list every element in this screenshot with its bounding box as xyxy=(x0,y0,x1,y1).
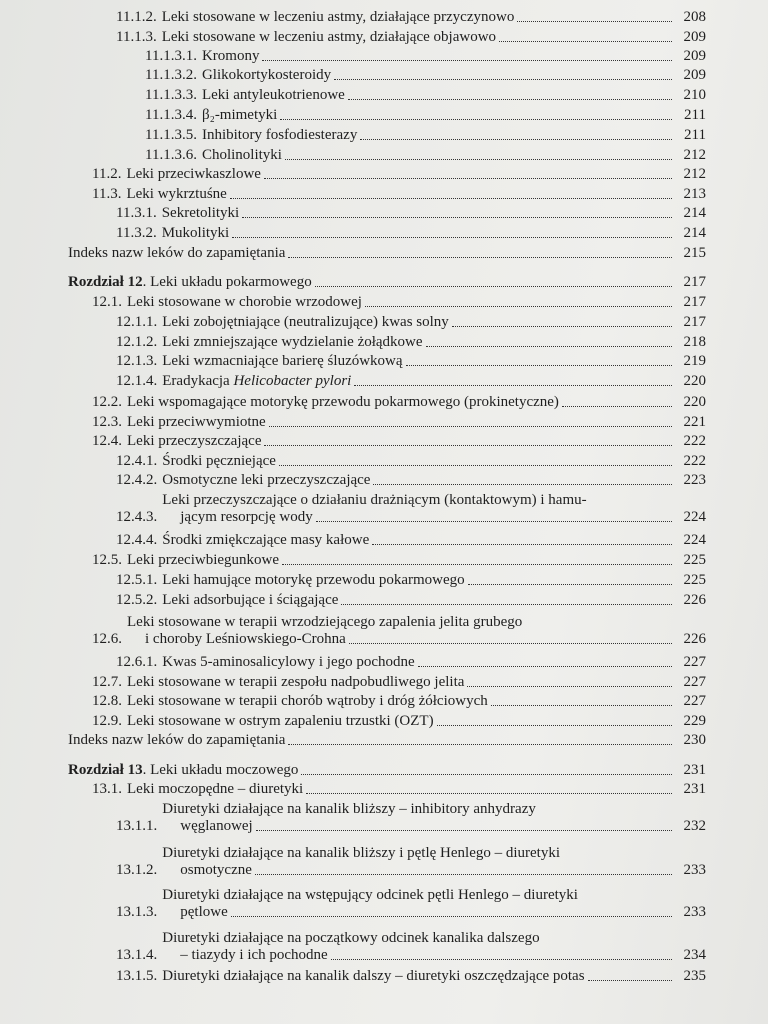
dot-leader xyxy=(437,725,672,726)
chapter-label: Rozdział 13 xyxy=(68,762,143,778)
toc-page-number: 225 xyxy=(683,572,706,588)
dot-leader xyxy=(341,604,672,605)
toc-entry-number: 12.5.1. xyxy=(116,572,158,588)
toc-entry-title: Leki stosowane w leczeniu astmy, działające przyczynowo xyxy=(161,9,515,25)
toc-entry-number: 11.1.3.5. xyxy=(145,127,197,143)
toc-entry-title: Osmotyczne leki przeczyszczające xyxy=(162,472,371,488)
toc-page-number: 225 xyxy=(683,552,706,568)
toc-entry-title: Leki przeciwwymiotne xyxy=(127,414,266,430)
toc-entry-number: 13.1.4. xyxy=(116,947,158,963)
dot-leader xyxy=(315,286,672,287)
toc-entry-number: 12.4.4. xyxy=(116,532,158,548)
toc-page-number: 219 xyxy=(683,353,706,369)
toc-entry xyxy=(116,654,706,671)
toc-page-number: 224 xyxy=(683,532,706,548)
toc-entry-number: 11.3. xyxy=(92,186,122,202)
toc-entry xyxy=(116,205,706,222)
toc-entry-number: 11.3.2. xyxy=(116,225,157,241)
toc-entry-title: Leki adsorbujące i ściągające xyxy=(162,592,339,608)
toc-entry xyxy=(145,147,706,164)
toc-chapter-entry xyxy=(68,762,706,779)
toc-entry-title: pętlowe xyxy=(180,904,228,920)
toc-page-number: 233 xyxy=(683,904,706,920)
toc-entry-number: 13.1.5. xyxy=(116,968,158,984)
toc-entry xyxy=(116,453,706,470)
dot-leader xyxy=(426,346,672,347)
toc-entry-number: 12.1. xyxy=(92,294,122,310)
dot-leader xyxy=(348,99,672,100)
toc-entry xyxy=(116,801,706,835)
dot-leader xyxy=(262,60,672,61)
dot-leader xyxy=(467,686,672,687)
toc-entry xyxy=(145,48,706,65)
toc-entry xyxy=(68,732,706,749)
toc-entry xyxy=(92,781,706,798)
toc-entry-number: 11.3.1. xyxy=(116,205,157,221)
toc-entry-title: Diuretyki działające na kanalik bliższy i pętlę Henlego – diuretyki xyxy=(162,845,561,861)
chapter-label: Rozdział 12 xyxy=(68,274,143,290)
toc-page-number: 218 xyxy=(683,334,706,350)
toc-page-number: 227 xyxy=(683,654,706,670)
toc-page-number: 230 xyxy=(683,732,706,748)
toc-entry-number: 11.2. xyxy=(92,166,122,182)
toc-entry xyxy=(116,887,706,921)
toc-entry-number: 12.1.1. xyxy=(116,314,158,330)
toc-entry-number: 12.9. xyxy=(92,713,122,729)
toc-page-number: 212 xyxy=(683,147,706,163)
toc-entry-number: 12.2. xyxy=(92,394,122,410)
toc-entry-title: Leki wzmacniające barierę śluzówkową xyxy=(162,353,403,369)
toc-page-number: 231 xyxy=(683,781,706,797)
toc-page-number: 222 xyxy=(683,433,706,449)
toc-entry-title: Leki zobojętniające (neutralizujące) kwas solny xyxy=(162,314,449,330)
toc-entry-title: β₂-mimetyki xyxy=(201,107,278,123)
toc-entry xyxy=(116,492,706,526)
toc-entry-title: jącym resorpcję wody xyxy=(180,509,313,525)
toc-entry-title: Diuretyki działające na kanalik dalszy – diuretyki oszczędzające potas xyxy=(162,968,585,984)
toc-entry xyxy=(145,127,706,144)
dot-leader xyxy=(452,326,672,327)
toc-entry-title: Leki stosowane w leczeniu astmy, działające objawowo xyxy=(161,29,497,45)
toc-entry-number: 12.4.1. xyxy=(116,453,158,469)
toc-entry-title: Glikokortykosteroidy xyxy=(201,67,332,83)
toc-entry-title: Leki przeciwbiegunkowe xyxy=(127,552,280,568)
toc-page-number: 231 xyxy=(683,762,706,778)
toc-page-number: 229 xyxy=(683,713,706,729)
toc-entry-title: Leki stosowane w terapii wrzodziejącego zapalenia jelita grubego xyxy=(127,614,523,630)
toc-entry-number: 12.7. xyxy=(92,674,122,690)
toc-entry-title: Leki hamujące motorykę przewodu pokarmowego xyxy=(162,572,465,588)
toc-entry-italic-title: Helicobacter pylori xyxy=(233,373,352,389)
dot-leader xyxy=(372,544,672,545)
dot-leader xyxy=(301,774,672,775)
toc-entry-title: Indeks nazw leków do zapamiętania xyxy=(68,732,286,748)
toc-entry-title: węglanowej xyxy=(180,818,253,834)
toc-entry-number: 12.6. xyxy=(92,631,122,647)
toc-entry xyxy=(116,592,706,609)
dot-leader xyxy=(373,484,672,485)
dot-leader xyxy=(588,980,672,981)
toc-entry-title: Diuretyki działające na wstępujący odcinek pętli Henlego – diuretyki xyxy=(162,887,578,903)
dot-leader xyxy=(406,365,672,366)
toc-page-number: 214 xyxy=(683,205,706,221)
toc-entry-title: Leki stosowane w chorobie wrzodowej xyxy=(127,294,362,310)
dot-leader xyxy=(288,744,672,745)
dot-leader xyxy=(288,257,672,258)
toc-page-number: 215 xyxy=(683,245,706,261)
toc-page-number: 234 xyxy=(683,947,706,963)
toc-entry xyxy=(92,294,706,311)
toc-page-number: 212 xyxy=(683,166,706,182)
toc-entry-title: Leki moczopędne – diuretyki xyxy=(127,781,304,797)
toc-entry xyxy=(92,394,706,411)
dot-leader xyxy=(517,21,672,22)
toc-page-number: 220 xyxy=(683,373,706,389)
toc-entry-number: 11.1.3. xyxy=(116,29,157,45)
toc-entry xyxy=(68,245,706,262)
dot-leader xyxy=(334,79,672,80)
toc-entry-title: Leki stosowane w ostrym zapaleniu trzustki (OZT) xyxy=(127,713,434,729)
toc-entry xyxy=(145,67,706,84)
dot-leader xyxy=(242,217,672,218)
toc-entry-number: 11.1.3.6. xyxy=(145,147,197,163)
toc-entry-number: 12.1.3. xyxy=(116,353,158,369)
toc-entry xyxy=(116,314,706,331)
toc-page-number: 226 xyxy=(683,592,706,608)
toc-entry xyxy=(92,552,706,569)
toc-entry-title: Diuretyki działające na kanalik bliższy – inhibitory anhydrazy xyxy=(162,801,536,817)
toc-page-number: 224 xyxy=(683,509,706,525)
toc-entry-title: Indeks nazw leków do zapamiętania xyxy=(68,245,286,261)
toc-entry xyxy=(145,87,706,104)
toc-entry-title: Sekretolityki xyxy=(161,205,240,221)
toc-entry-number: 12.5. xyxy=(92,552,122,568)
dot-leader xyxy=(280,119,672,120)
toc-entry xyxy=(92,166,706,183)
toc-page-number: 221 xyxy=(683,414,706,430)
toc-entry-number: 12.1.2. xyxy=(116,334,158,350)
toc-entry-title: Środki pęczniejące xyxy=(162,453,276,469)
dot-leader xyxy=(331,959,672,960)
toc-entry xyxy=(116,9,706,26)
toc-entry xyxy=(116,225,706,242)
toc-page-number: 223 xyxy=(683,472,706,488)
toc-page-number: 214 xyxy=(683,225,706,241)
dot-leader xyxy=(231,916,672,917)
toc-entry-number: 13.1.1. xyxy=(116,818,158,834)
dot-leader xyxy=(562,406,672,407)
toc-entry xyxy=(116,930,706,964)
toc-entry xyxy=(92,614,706,648)
toc-entry-title: Leki antyleukotrienowe xyxy=(201,87,345,103)
dot-leader xyxy=(354,385,672,386)
toc-entry xyxy=(92,186,706,203)
dot-leader xyxy=(264,445,672,446)
toc-entry-number: 12.6.1. xyxy=(116,654,158,670)
toc-entry-number: 13.1.3. xyxy=(116,904,158,920)
toc-entry-title: Leki przeciwkaszlowe xyxy=(126,166,261,182)
dot-leader xyxy=(349,643,672,644)
toc-entry xyxy=(116,373,706,390)
toc-entry-title: Kromony xyxy=(201,48,260,64)
toc-page-number: 211 xyxy=(684,107,706,123)
toc-page-number: 208 xyxy=(683,9,706,25)
dot-leader xyxy=(232,237,672,238)
toc-entry-title: Leki przeczyszczające o działaniu drażniącym (kontaktowym) i hamu- xyxy=(162,492,587,508)
toc-page-number: 217 xyxy=(683,294,706,310)
toc-entry-title: Cholinolityki xyxy=(201,147,282,163)
dot-leader xyxy=(285,159,672,160)
toc-page-number: 217 xyxy=(683,314,706,330)
toc-entry-title: . Leki układu moczowego xyxy=(142,762,299,778)
dot-leader xyxy=(468,584,672,585)
toc-entry-number: 12.1.4. xyxy=(116,373,158,389)
toc-entry xyxy=(116,29,706,46)
toc-entry-number: 12.4.3. xyxy=(116,509,158,525)
toc-page-number: 210 xyxy=(683,87,706,103)
toc-entry-title: – tiazydy i ich pochodne xyxy=(180,947,328,963)
toc-entry xyxy=(116,968,706,985)
toc-entry-number: 12.5.2. xyxy=(116,592,158,608)
dot-leader xyxy=(499,41,672,42)
toc-entry xyxy=(92,674,706,691)
toc-page-number: 233 xyxy=(683,862,706,878)
dot-leader xyxy=(306,793,672,794)
toc-entry-title: Kwas 5-aminosalicylowy i jego pochodne xyxy=(162,654,415,670)
toc-entry-title: osmotyczne xyxy=(180,862,252,878)
toc-entry xyxy=(116,572,706,589)
toc-entry-number: 12.4.2. xyxy=(116,472,158,488)
toc-entry-title: . Leki układu pokarmowego xyxy=(142,274,312,290)
toc-entry-title: i choroby Leśniowskiego-Crohna xyxy=(145,631,346,647)
toc-entry-title: Leki stosowane w terapii chorób wątroby i dróg żółciowych xyxy=(127,693,488,709)
toc-entry-title: Środki zmiękczające masy kałowe xyxy=(162,532,370,548)
toc-entry-number: 11.1.3.1. xyxy=(145,48,197,64)
toc-page-number: 227 xyxy=(683,693,706,709)
dot-leader xyxy=(282,564,672,565)
dot-leader xyxy=(279,465,672,466)
toc-entry xyxy=(92,414,706,431)
toc-entry xyxy=(116,472,706,489)
toc-page-number: 211 xyxy=(684,127,706,143)
dot-leader xyxy=(269,426,672,427)
toc-entry-number: 11.1.3.3. xyxy=(145,87,197,103)
toc-entry-title: Eradykacja xyxy=(162,373,234,389)
dot-leader xyxy=(230,198,672,199)
toc-entry xyxy=(92,693,706,710)
toc-page-number: 209 xyxy=(683,48,706,64)
toc-page-number: 226 xyxy=(683,631,706,647)
toc-page-number: 209 xyxy=(683,67,706,83)
toc-entry-number: 11.1.3.4. xyxy=(145,107,197,123)
dot-leader xyxy=(316,521,672,522)
dot-leader xyxy=(360,139,672,140)
toc-entry xyxy=(116,334,706,351)
toc-entry xyxy=(116,532,706,549)
toc-entry-number: 13.1. xyxy=(92,781,122,797)
toc-entry-title: Leki wspomagające motorykę przewodu pokarmowego (prokinetyczne) xyxy=(127,394,559,410)
dot-leader xyxy=(491,705,672,706)
toc-entry-title: Diuretyki działające na początkowy odcinek kanalika dalszego xyxy=(162,930,540,946)
toc-entry-number: 12.4. xyxy=(92,433,122,449)
toc-page-number: 232 xyxy=(683,818,706,834)
toc-page-number: 213 xyxy=(683,186,706,202)
toc-entry-number: 12.8. xyxy=(92,693,122,709)
dot-leader xyxy=(365,306,672,307)
dot-leader xyxy=(255,874,672,875)
toc-entry-number: 11.1.3.2. xyxy=(145,67,197,83)
dot-leader xyxy=(256,830,672,831)
toc-chapter-entry xyxy=(68,274,706,291)
toc-entry-title: Inhibitory fosfodiesterazy xyxy=(201,127,358,143)
toc-entry-number: 13.1.2. xyxy=(116,862,158,878)
toc-page-number: 227 xyxy=(683,674,706,690)
toc-page-number: 217 xyxy=(683,274,706,290)
toc-entry-number: 11.1.2. xyxy=(116,9,157,25)
toc-entry-title: Leki zmniejszające wydzielanie żołądkowe xyxy=(162,334,423,350)
toc-page-number: 222 xyxy=(683,453,706,469)
dot-leader xyxy=(264,178,672,179)
toc-entry-number: 12.3. xyxy=(92,414,122,430)
toc-entry xyxy=(92,713,706,730)
toc-entry-title: Leki wykrztuśne xyxy=(126,186,227,202)
toc-entry xyxy=(145,107,706,124)
toc-entry xyxy=(116,353,706,370)
toc-entry xyxy=(116,845,706,879)
toc-page-number: 209 xyxy=(683,29,706,45)
toc-page-number: 235 xyxy=(683,968,706,984)
dot-leader xyxy=(418,666,672,667)
toc-entry xyxy=(92,433,706,450)
toc-page-number: 220 xyxy=(683,394,706,410)
toc-entry-title: Mukolityki xyxy=(161,225,230,241)
toc-entry-title: Leki przeczyszczające xyxy=(127,433,262,449)
toc-entry-title: Leki stosowane w terapii zespołu nadpobudliwego jelita xyxy=(127,674,465,690)
